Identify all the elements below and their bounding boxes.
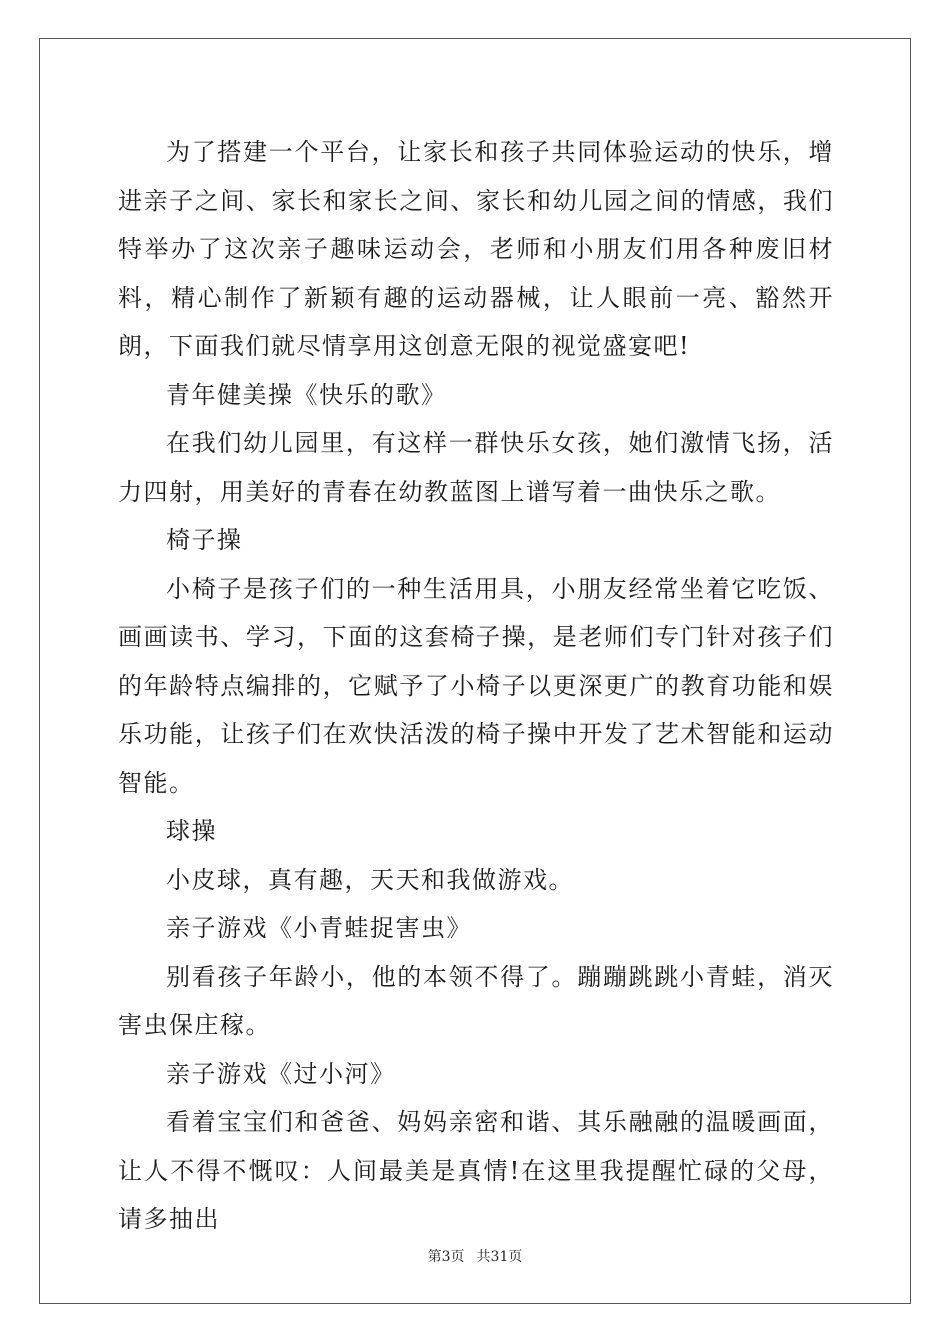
- section-heading-youth-aerobics: 青年健美操《快乐的歌》: [166, 380, 447, 409]
- page-number: 第3页: [427, 1249, 465, 1265]
- paragraph-ball-exercise: 小皮球，真有趣，天天和我做游戏。: [166, 865, 574, 894]
- section-heading-frog-game: 亲子游戏《小青蛙捉害虫》: [166, 914, 472, 942]
- paragraph-river-game: 看着宝宝们和爸爸、妈妈亲密和谐、其乐融融的温暖画面，让人不得不慨叹：人间最美是真情!在这里我提醒忙碌的父母，请多抽出: [118, 1108, 834, 1233]
- paragraph-intro: 为了搭建一个平台，让家长和孩子共同体验运动的快乐，增进亲子之间、家长和家长之间、家长和幼儿园之间的情感，我们特举办了这次亲子趣味运动会，老师和小朋友们用各种废旧材料，精心制作了新颖有趣的运动器械，让人眼前一亮、豁然开朗，下面我们就尽情享用这创意无限的视觉盛宴吧!: [118, 138, 834, 360]
- paragraph-chair-exercise: 小椅子是孩子们的一种生活用具，小朋友经常坐着它吃饭、画画读书、学习，下面的这套椅子操，是老师们专门针对孩子们的年龄特点编排的，它赋予了小椅子以更深更广的教育功能和娱乐功能，让孩子们在欢快活泼的椅子操中开发了艺术智能和运动智能。: [118, 574, 834, 797]
- page-footer: [0, 1246, 950, 1266]
- paragraph-frog-game: 别看孩子年龄小，他的本领不得了。蹦蹦跳跳小青蛙，消灭害虫保庄稼。: [118, 962, 834, 1039]
- section-heading-river-game: 亲子游戏《过小河》: [166, 1059, 396, 1088]
- paragraph-youth-aerobics: 在我们幼儿园里，有这样一群快乐女孩，她们激情飞扬，活力四射，用美好的青春在幼教蓝图上谱写着一曲快乐之歌。: [118, 429, 834, 506]
- document-body: [118, 128, 834, 1244]
- section-heading-ball-exercise: 球操: [166, 817, 217, 845]
- section-heading-chair-exercise: 椅子操: [166, 526, 243, 554]
- page-total: 共31页: [476, 1249, 523, 1265]
